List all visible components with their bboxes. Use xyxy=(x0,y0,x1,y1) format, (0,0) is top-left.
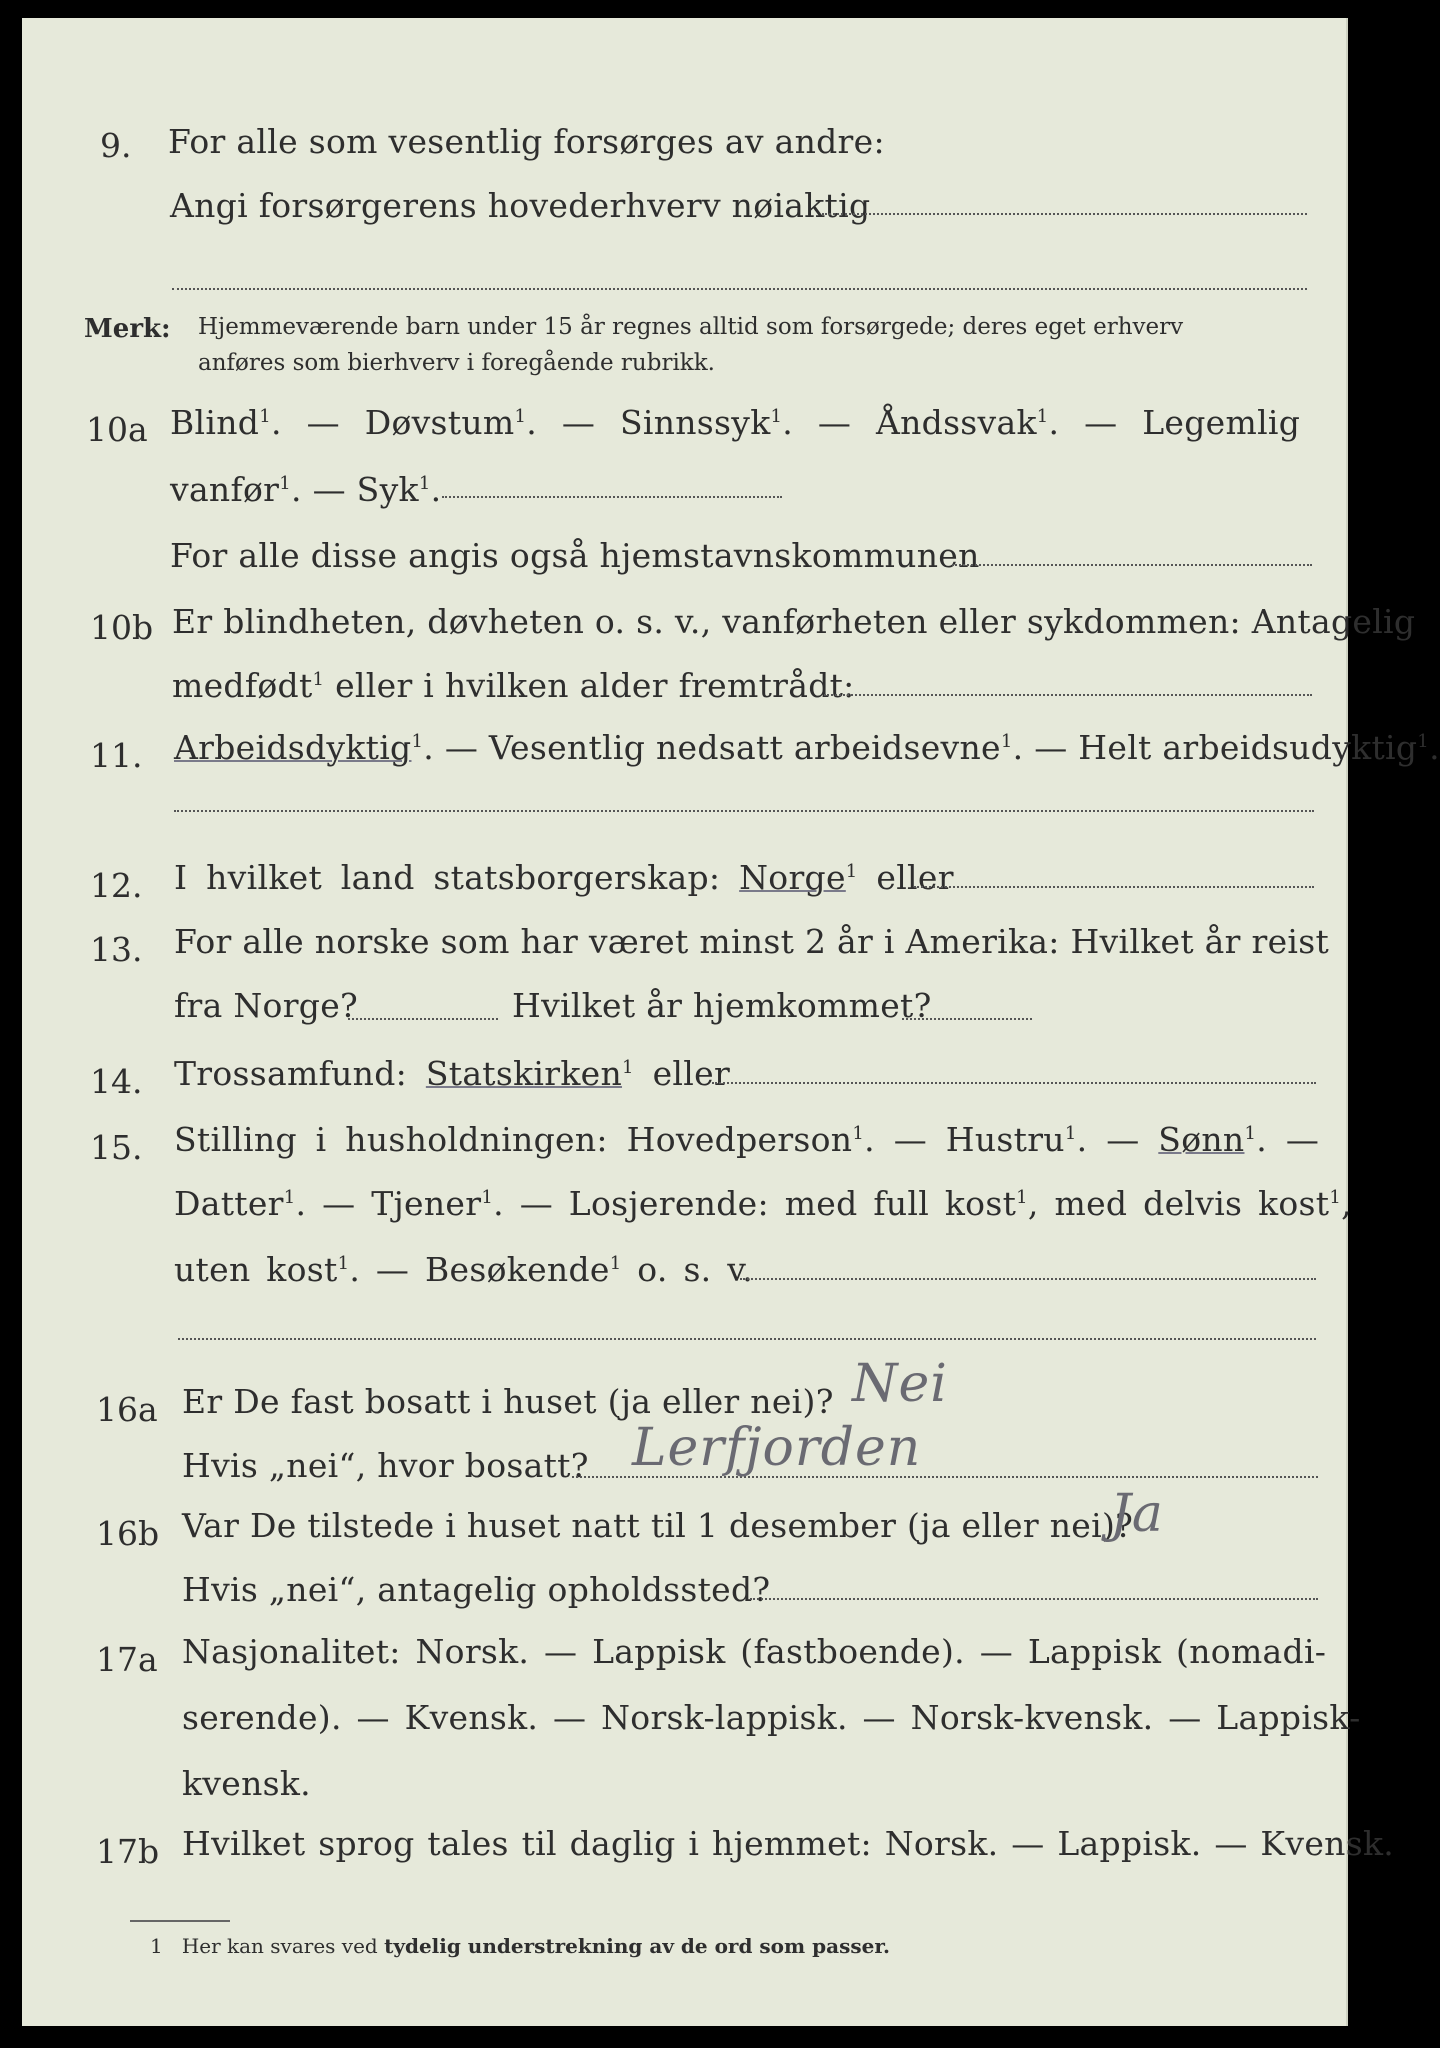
merk-line2: anføres som bierhverv i foregående rubrikk. xyxy=(198,350,715,376)
footnote: 1 Her kan svares ved tydelig understrekning av de ord som passer. xyxy=(150,1934,890,1958)
option-syk[interactable]: Syk xyxy=(356,470,419,509)
q10b-number: 10b xyxy=(90,608,154,647)
option-tjener[interactable]: Tjener xyxy=(371,1184,482,1223)
q17a-line1: Nasjonalitet: Norsk. — Lappisk (fastboende). — Lappisk (nomadi- xyxy=(182,1632,1327,1671)
q16b-number: 16b xyxy=(96,1514,160,1553)
q16a-number: 16a xyxy=(96,1390,158,1429)
option-besokende[interactable]: Besøkende xyxy=(425,1250,610,1289)
q13-hjemkommet-line[interactable] xyxy=(902,1018,1032,1020)
q10a-hjemstavn-line[interactable] xyxy=(952,564,1312,566)
q14-number: 14. xyxy=(90,1062,143,1101)
option-arbeidsdyktig[interactable]: Arbeidsdyktig xyxy=(174,728,412,767)
option-full-kost[interactable]: med full kost xyxy=(784,1184,1017,1223)
q12-answer-line[interactable] xyxy=(914,886,1314,888)
q17a-line2: serende). — Kvensk. — Norsk-lappisk. — Norsk-kvensk. — Lappisk- xyxy=(182,1698,1361,1737)
q10a-line2: vanfør$^1$. — Syk$^1$. xyxy=(170,470,442,509)
q9-answer-line[interactable] xyxy=(822,213,1307,215)
option-sonn[interactable]: Sønn xyxy=(1158,1120,1245,1159)
q13-hjemkommet: Hvilket år hjemkommet? xyxy=(512,986,932,1025)
q13-reist-line[interactable] xyxy=(348,1018,498,1020)
q13-line1: For alle norske som har været minst 2 år i Amerika: Hvilket år reist xyxy=(174,922,1330,961)
q15-line3: uten kost$^1$. — Besøkende$^1$ o. s. v. xyxy=(174,1250,754,1289)
q16b-line2: Hvis „nei“, antagelig opholdssted? xyxy=(182,1570,771,1609)
q10b-answer-line[interactable] xyxy=(824,694,1312,696)
q12-line: I hvilket land statsborgerskap: Norge$^1$ eller xyxy=(174,858,954,897)
option-sinnssyk[interactable]: Sinnssyk xyxy=(619,403,771,442)
q14-answer-line[interactable] xyxy=(712,1082,1316,1084)
option-datter[interactable]: Datter xyxy=(174,1184,284,1223)
q16b-opholdssted-line[interactable] xyxy=(750,1598,1318,1600)
q9-line2: Angi forsørgerens hovederhverv nøiaktig xyxy=(170,186,871,225)
option-udyktig[interactable]: Helt arbeidsudyktig xyxy=(1078,728,1418,767)
option-andssvak[interactable]: Åndssvak xyxy=(875,403,1037,442)
q16a-answer-handwritten[interactable]: Nei xyxy=(852,1354,948,1414)
option-medfodt[interactable]: medfødt xyxy=(172,666,313,705)
q16a-bosatt-handwritten[interactable]: Lerfjorden xyxy=(632,1418,922,1478)
q10b-line1: Er blindheten, døvheten o. s. v., vanførheten eller sykdommen: Antagelig xyxy=(172,602,1416,641)
q9-answer-line-2[interactable] xyxy=(172,288,1307,290)
merk-label: Merk: xyxy=(84,314,171,344)
q10a-line1: Blind$^1$. — Døvstum$^1$. — Sinnssyk$^1$. — Åndssvak$^1$. — Legemlig xyxy=(170,403,1301,442)
q10a-number: 10a xyxy=(86,410,148,449)
option-dovstum[interactable]: Døvstum xyxy=(364,403,515,442)
q10a-line3: For alle disse angis også hjemstavnskommunen xyxy=(170,536,980,575)
q14-line: Trossamfund: Statskirken$^1$ eller xyxy=(174,1054,731,1093)
q10a-answer-line[interactable] xyxy=(442,496,782,498)
q17a-number: 17a xyxy=(96,1640,158,1679)
option-legemlig[interactable]: Legemlig xyxy=(1142,403,1301,442)
q9-number: 9. xyxy=(100,126,132,165)
option-hovedperson[interactable]: Hovedperson xyxy=(626,1120,853,1159)
footnote-mark: 1 xyxy=(150,1934,163,1958)
q9-line1: For alle som vesentlig forsørges av andre: xyxy=(168,122,885,161)
census-form-page xyxy=(22,18,1440,2026)
option-norge[interactable]: Norge xyxy=(739,858,846,897)
option-blind[interactable]: Blind xyxy=(170,403,260,442)
q15-line2: Datter$^1$. — Tjener$^1$. — Losjerende: med full kost$^1$, med delvis kost$^1$, xyxy=(174,1184,1352,1223)
q13-fra-norge: fra Norge? xyxy=(174,986,359,1025)
footnote-rule xyxy=(130,1920,230,1922)
q16a-line2: Hvis „nei“, hvor bosatt? xyxy=(182,1446,589,1485)
q10b-line2: medfødt$^1$ eller i hvilken alder fremtrådt: xyxy=(172,666,855,705)
q15-answer-line[interactable] xyxy=(740,1278,1316,1280)
option-vanfor[interactable]: vanfør xyxy=(170,470,280,509)
q15-answer-line-2[interactable] xyxy=(178,1338,1316,1340)
q17b-number: 17b xyxy=(96,1832,160,1871)
q11-answer-line[interactable] xyxy=(174,810,1314,812)
q11-number: 11. xyxy=(90,736,143,775)
q17b-line1: Hvilket sprog tales til daglig i hjemmet: Norsk. — Lappisk. — Kvensk. xyxy=(182,1824,1395,1863)
option-statskirken[interactable]: Statskirken xyxy=(425,1054,623,1093)
q17a-line3: kvensk. xyxy=(182,1764,311,1803)
q12-number: 12. xyxy=(90,866,143,905)
q16b-answer-handwritten[interactable]: Ja xyxy=(1110,1484,1164,1544)
q15-line1: Stilling i husholdningen: Hovedperson$^1$. — Hustru$^1$. — Sønn$^1$. — xyxy=(174,1120,1320,1159)
q11-line1: Arbeidsdyktig$^1$. — Vesentlig nedsatt arbeidsevne$^1$. — Helt arbeidsudyktig$^1$. xyxy=(174,728,1440,767)
option-nedsatt[interactable]: Vesentlig nedsatt arbeidsevne xyxy=(488,728,1001,767)
option-hustru[interactable]: Hustru xyxy=(945,1120,1065,1159)
option-delvis-kost[interactable]: med delvis kost xyxy=(1054,1184,1330,1223)
q16a-line1: Er De fast bosatt i huset (ja eller nei)? xyxy=(182,1382,834,1421)
option-uten-kost[interactable]: uten kost xyxy=(174,1250,338,1289)
footnote-bold: tydelig understrekning av de ord som passer. xyxy=(384,1934,890,1958)
merk-line1: Hjemmeværende barn under 15 år regnes alltid som forsørgede; deres eget erhverv xyxy=(198,314,1184,340)
q16b-line1: Var De tilstede i huset natt til 1 desember (ja eller nei)? xyxy=(182,1506,1134,1545)
q13-number: 13. xyxy=(90,930,143,969)
q15-number: 15. xyxy=(90,1128,143,1167)
